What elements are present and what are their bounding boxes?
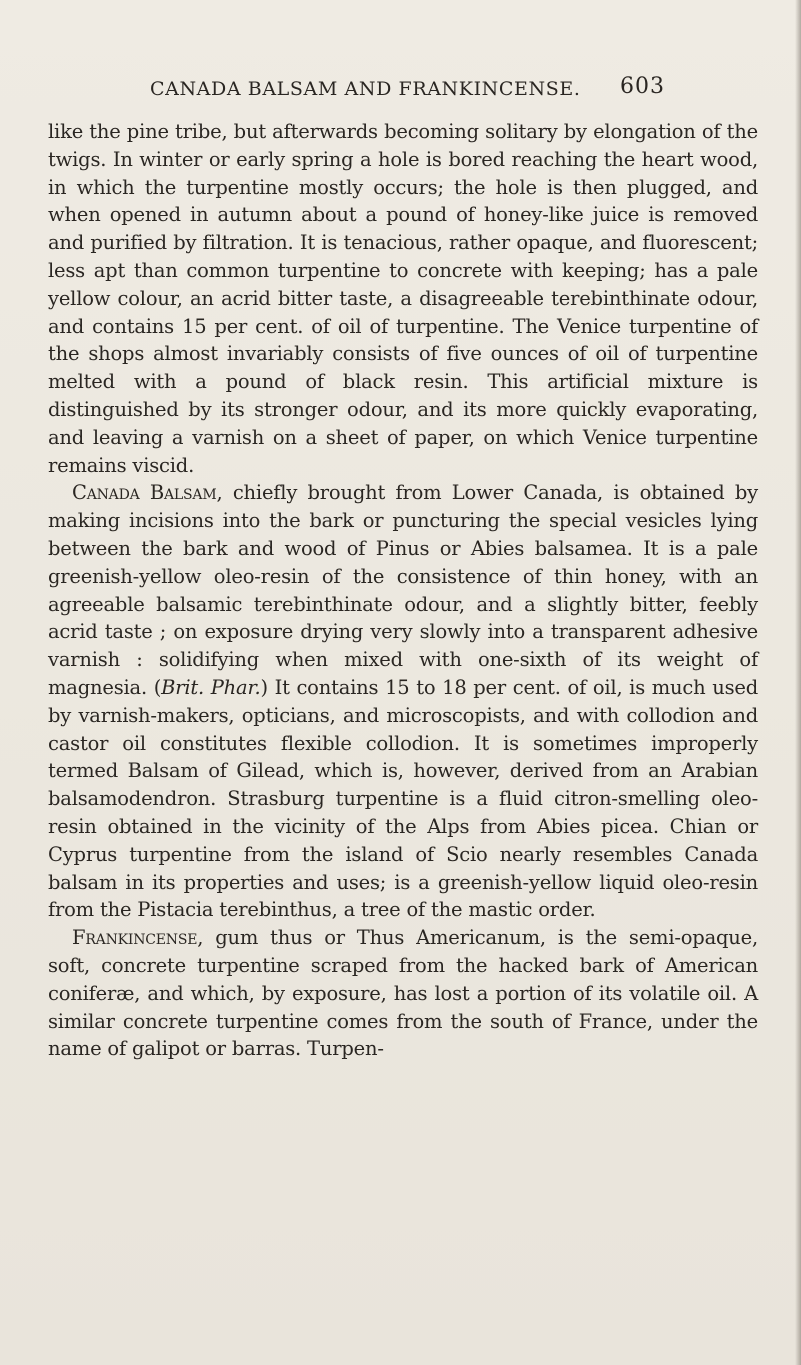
section-head-frankincense: Frankincense,: [72, 926, 204, 950]
frankincense-text: gum thus or Thus Americanum, is the semi-opaque, soft, concrete turpentine scraped from the hacked bark of American coniferæ, and which, by exposure, has lost a portion of its volatile oil. A similar concrete turpentine comes from the south of France, under the name of galipot or barras. Turpen-: [48, 926, 758, 1061]
paragraph-frankincense: [48, 924, 758, 1063]
canada-balsam-text-a: chiefly brought from Lower Canada, is obtained by making incisions into the bark or puncturing the special vesicles lying between the bark and wood of Pinus or Abies balsamea. It is a pale greenish-yellow oleo-resin of the consistence of thin honey, with an agreeable balsamic terebinthinate odour, and a slightly bitter, feebly acrid taste ; on exposure drying very slowly into a transparent adhesive varnish : solidifying when mixed with one-sixth of its weight of magnesia. (: [48, 481, 758, 699]
body-text: [48, 118, 758, 1063]
section-head-canada-balsam: Canada Balsam,: [72, 481, 223, 505]
paragraph-venice-turpentine: like the pine tribe, but afterwards becoming solitary by elongation of the twigs. In winter or early spring a hole is bored reaching the heart wood, in which the turpentine mostly occurs; the hole is then plugged, and when opened in autumn about a pound of honey-like juice is removed and purified by filtration. It is tenacious, rather opaque, and fluorescent; less apt than common turpentine to concrete with keeping; has a pale yellow colour, an acrid bitter taste, a disagreeable terebinthinate odour, and contains 15 per cent. of oil of turpentine. The Venice turpentine of the shops almost invariably consists of five ounces of oil of turpentine melted with a pound of black resin. This artificial mixture is distinguished by its stronger odour, and its more quickly evaporating, and leaving a varnish on a sheet of paper, on which Venice turpentine remains viscid.: [48, 120, 758, 477]
citation-brit-phar: Brit. Phar.: [161, 675, 261, 699]
running-title: CANADA BALSAM AND FRANKINCENSE.: [150, 78, 581, 100]
paragraph-canada-balsam: [48, 479, 758, 924]
running-head: [0, 74, 801, 104]
page-number: 603: [620, 74, 665, 99]
page-edge-shadow: [795, 0, 801, 1365]
canada-balsam-text-b: ) It contains 15 to 18 per cent. of oil, is much used by varnish-makers, opticians, and microscopists, and with collodion and castor oil constitutes flexible collodion. It is sometimes improperly termed Balsam of Gilead, which is, however, derived from an Arabian balsamodendron. Strasburg turpentine is a fluid citron-smelling oleo-resin obtained in the vicinity of the Alps from Abies picea. Chian or Cyprus turpentine from the island of Scio nearly resembles Canada balsam in its properties and uses; is a greenish-yellow liquid oleo-resin from the Pistacia terebinthus, a tree of the mastic order.: [48, 675, 758, 922]
